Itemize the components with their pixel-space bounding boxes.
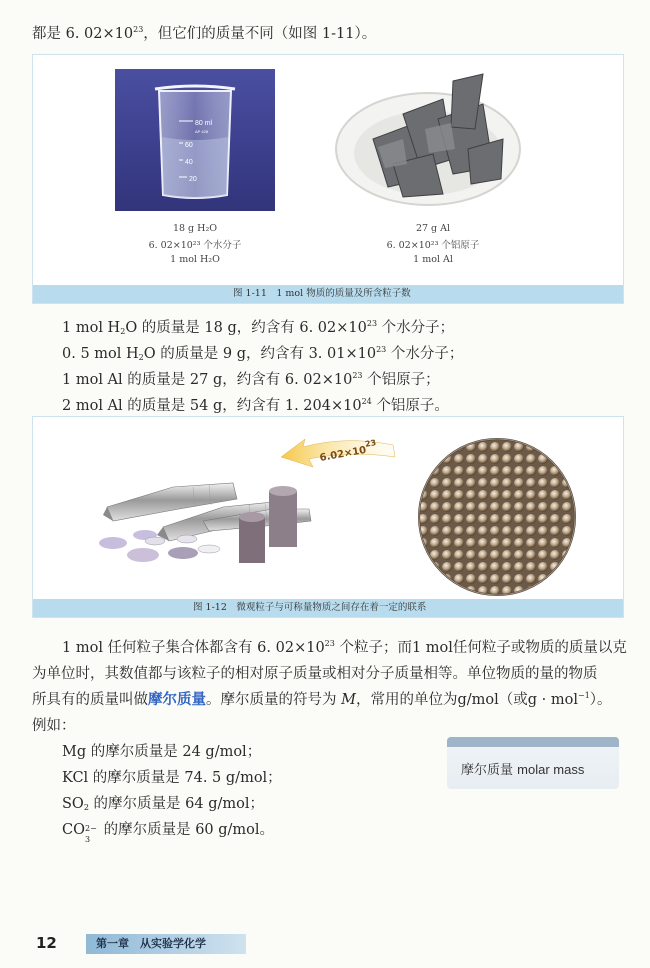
margin-note-text: 摩尔质量 molar mass xyxy=(461,762,585,778)
beaker-photo xyxy=(115,69,275,211)
example-line: KCl 的摩尔质量是 74. 5 g/mol； xyxy=(62,770,282,786)
figure-1-11-caption: 图 1-11 1 mol 物质的质量及所含粒子数 xyxy=(33,285,623,303)
example-line: 0. 5 mol $H_2O$ 的质量是 9 g，约含有 3. $01\times 10^{23}$ 个水分子； xyxy=(62,345,464,362)
margin-note-box xyxy=(447,737,619,789)
page-footer xyxy=(0,930,650,956)
top-line: 都是 6. $02\times 10^{23}$，但它们的质量不同（如图 1-11）。 xyxy=(32,25,377,42)
paragraph-line: 1 mol 任何粒子集合体都含有 6. $02\times 10^{23}$ 个粒子；而1 mol任何粒子或物质的质量以克 xyxy=(62,639,627,656)
page-number: 12 xyxy=(36,934,57,952)
example-line: 2 mol Al 的质量是 54 g，约含有 1. $204\times 10^{24}$ 个铝原子。 xyxy=(62,397,449,414)
beaker-illustration xyxy=(115,69,275,211)
figure-1-12-illustration xyxy=(33,417,623,599)
figure-1-12-caption: 图 1-12 微观粒子与可称量物质之间存在着一定的联系 xyxy=(33,599,623,617)
figure-1-12 xyxy=(32,416,624,618)
example-line: $SO_2$ 的摩尔质量是 64 g/mol； xyxy=(62,796,264,812)
example-line: 1 mol Al 的质量是 27 g，约含有 6. $02\times 10^{23}$ 个铝原子； xyxy=(62,371,440,388)
figure-1-11 xyxy=(32,54,624,304)
example-line: 1 mol $H_2O$ 的质量是 18 g，约含有 6. $02\times 10^{23}$ 个水分子； xyxy=(62,319,455,336)
svg-text:AP 428: AP 428 xyxy=(195,129,209,134)
aluminum-label-block: 27 g Al 6. 02×10²³ 个铝原子 1 mol Al xyxy=(386,223,480,265)
paragraph-line: 所具有的质量叫做摩尔质量。摩尔质量的符号为 M，常用的单位为g/mol（或g · mol$^{-1}$）。 xyxy=(32,691,612,708)
example-line: CO 2− 3 的摩尔质量是 60 g/mol。 xyxy=(62,822,275,844)
chapter-label: 第一章 从实验学化学 xyxy=(86,934,246,954)
water-label-block: 18 g H₂O 6. 02×10²³ 个水分子 1 mol H₂O xyxy=(148,223,242,265)
atomic-lattice xyxy=(419,439,575,595)
aluminum-photo xyxy=(333,69,523,211)
svg-text:20: 20 xyxy=(189,176,197,183)
aluminum-plate-illustration xyxy=(333,69,523,211)
arrow-label: $6.02\times 10^{23}$ xyxy=(318,438,377,464)
molar-mass-term: 摩尔质量 xyxy=(148,691,206,708)
margin-note-header-bar xyxy=(447,737,619,747)
paragraph-line: 例如： xyxy=(32,718,76,734)
svg-text:40: 40 xyxy=(185,159,193,166)
paragraph-line: 为单位时，其数值都与该粒子的相对原子质量或相对分子质量相等。单位物质的量的物质 xyxy=(32,666,598,682)
example-line: Mg 的摩尔质量是 24 g/mol； xyxy=(62,744,262,760)
svg-text:80 ml: 80 ml xyxy=(195,120,213,127)
svg-text:60: 60 xyxy=(185,142,193,149)
